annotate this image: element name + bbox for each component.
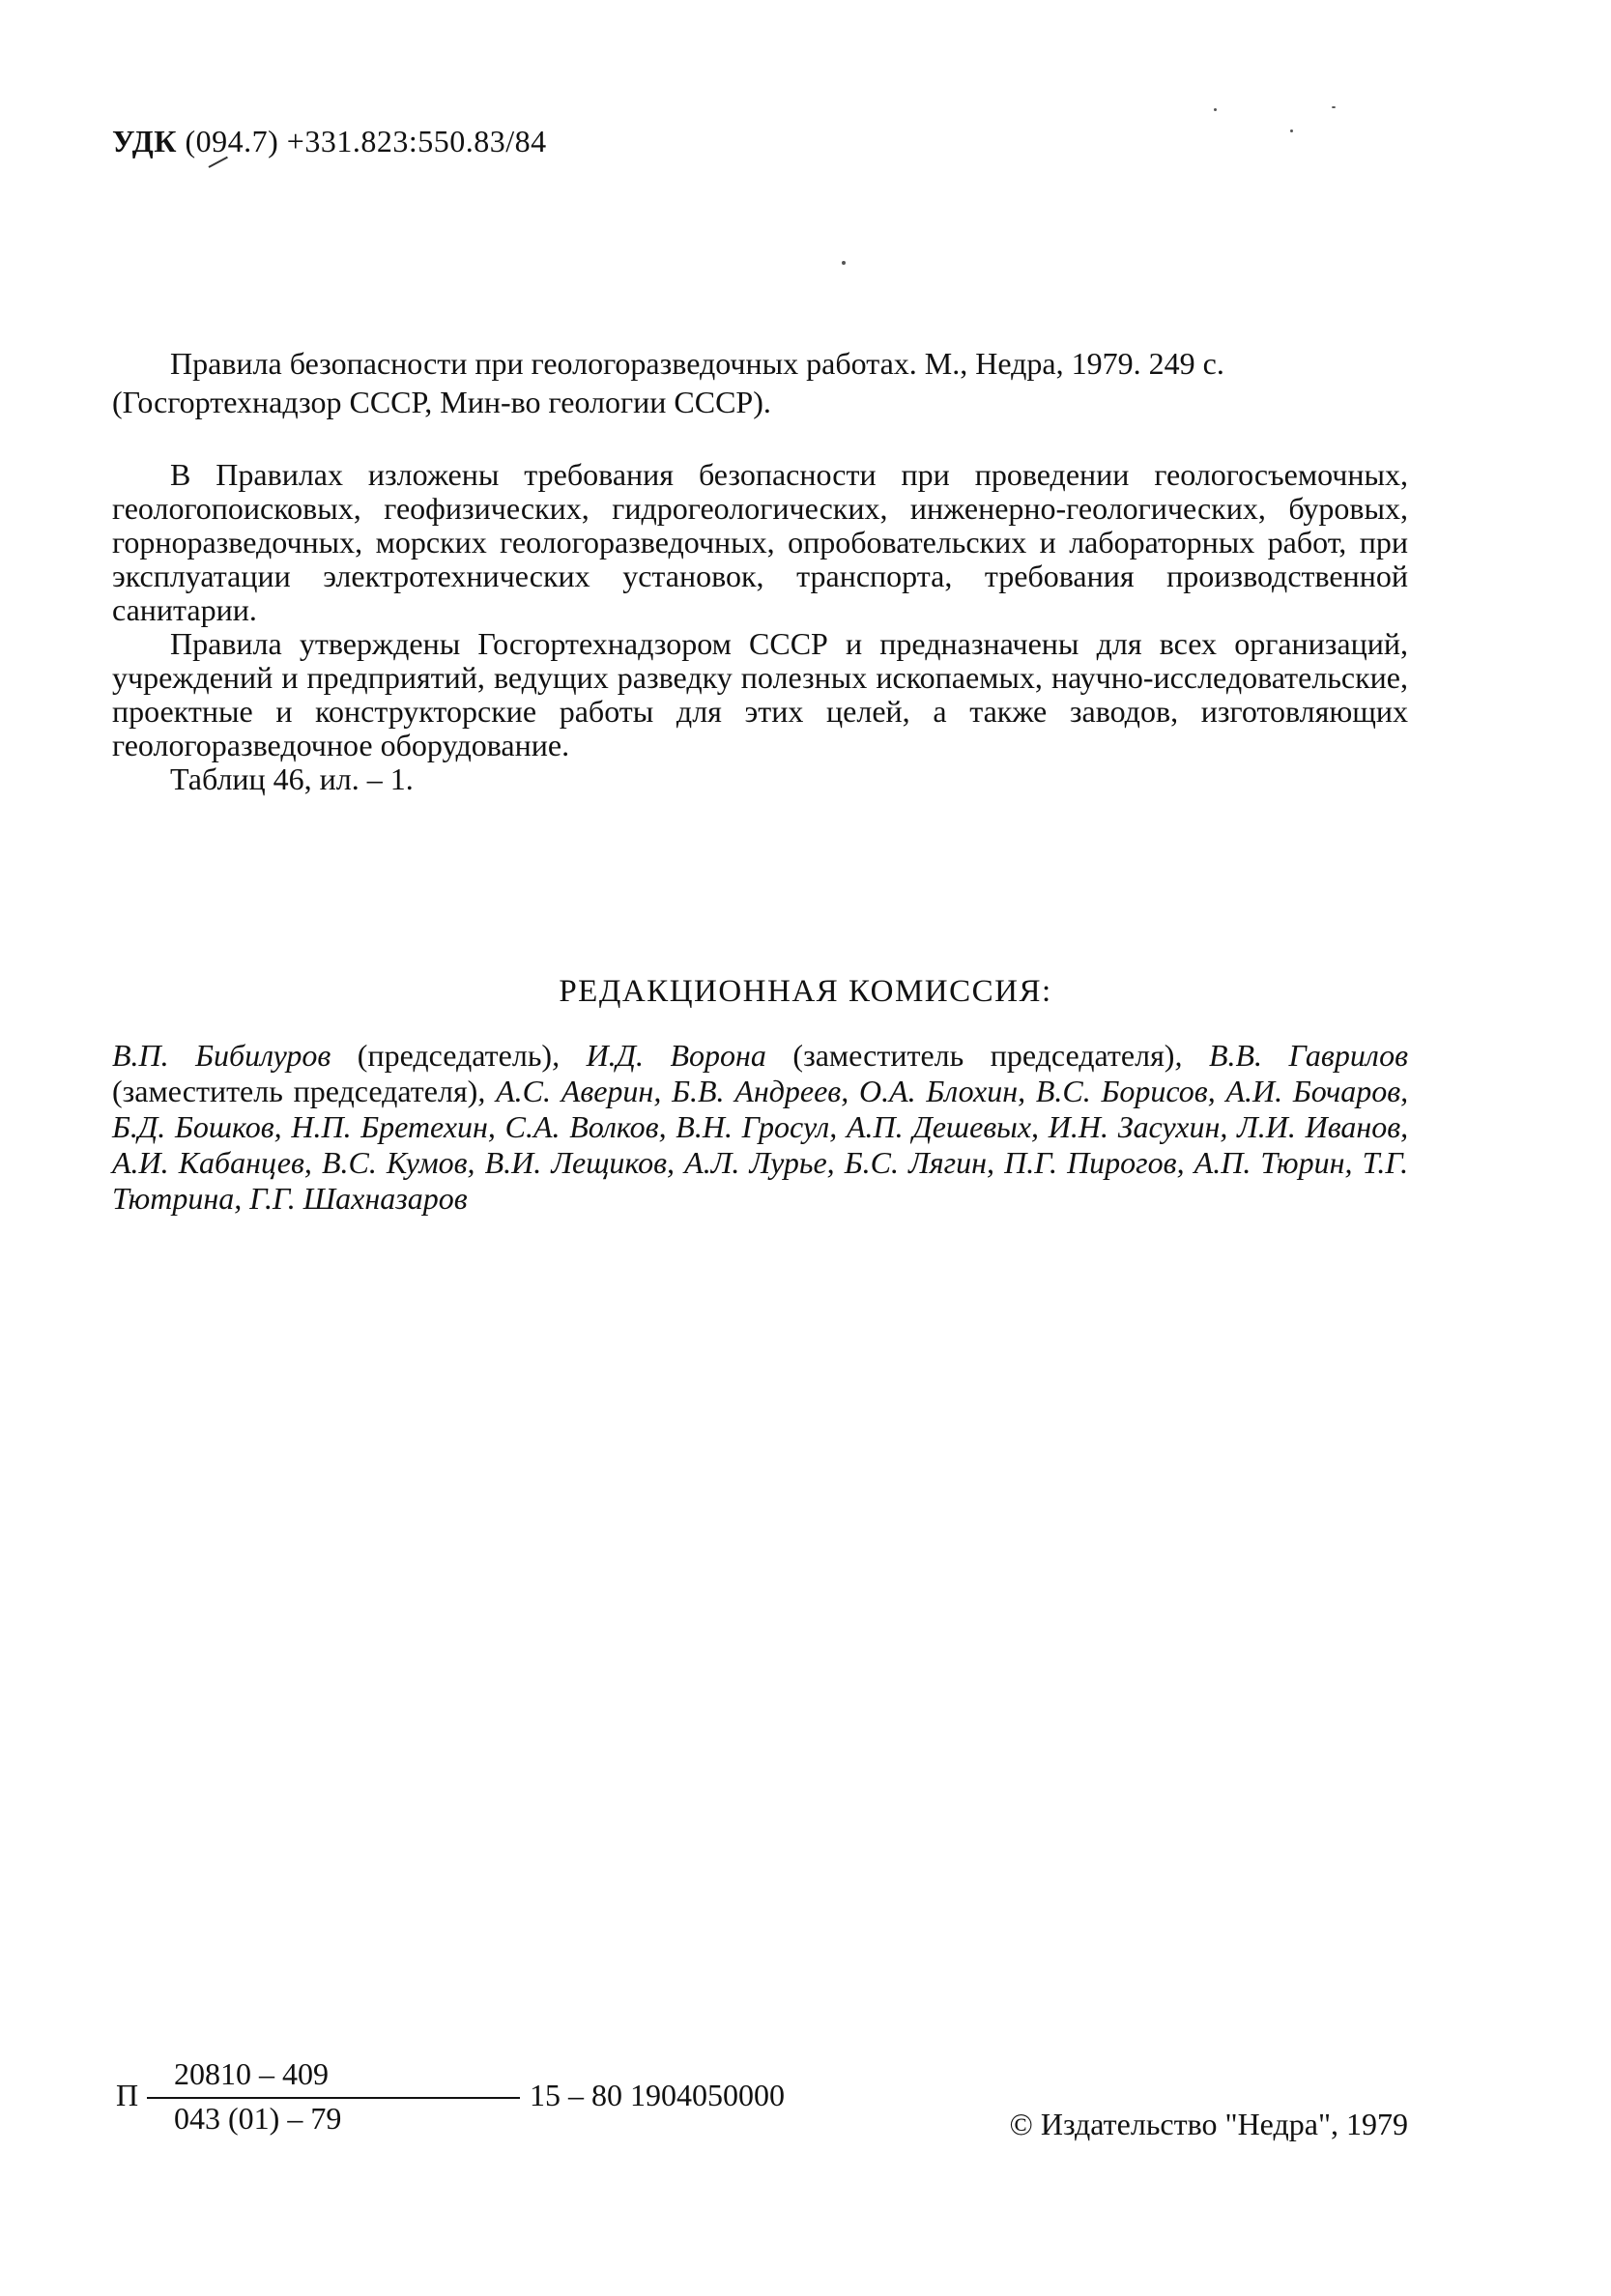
citation-line-1: Правила безопасности при геологоразведочных работах. М., Недра, 1979. 249 с. [170, 346, 1224, 381]
udk-number: (094.7) +331.823:550.83/84 [185, 124, 547, 158]
committee-member: В.С. Борисов [1035, 1074, 1208, 1108]
member-role: (председатель) [357, 1038, 553, 1073]
annotation-tables-count: Таблиц 46, ил. – 1. [170, 761, 414, 796]
fraction-line [147, 2097, 520, 2099]
committee-member: Б.Д. Бошков [112, 1109, 274, 1144]
citation-line-2: (Госгортехнадзор СССР, Мин-во геологии СССР). [112, 385, 771, 419]
copyright-notice: © Издательство "Недра", 1979 [1009, 2107, 1408, 2141]
committee-member: А.И. Кабанцев [112, 1145, 304, 1180]
committee-member: В.С. Кумов [321, 1145, 468, 1180]
annotation [112, 458, 1408, 796]
bibliographic-citation [112, 344, 1408, 421]
committee-member: Н.П. Бретехин [291, 1109, 488, 1144]
committee-member: Б.С. Лягин [844, 1145, 987, 1180]
committee-member: П.Г. Пирогов [1004, 1145, 1177, 1180]
committee-member: И.Д. Ворона [586, 1038, 766, 1073]
committee-heading: РЕДАКЦИОННАЯ КОМИССИЯ: [559, 974, 1052, 1009]
annotation-paragraph-2: Правила утверждены Госгортехнадзором СССР и предназначены для всех организаций, учреждений и предприятий, ведущих разведку полезных ископаемых, научно-исследовательские, проектные и конструкторские работы для этих целей, а также заводов, изготовляющих геологоразведочное оборудование. [112, 626, 1408, 762]
committee-member: Г.Г. Шахназаров [249, 1181, 468, 1216]
committee-member: С.А. Волков [504, 1109, 659, 1144]
committee-member: В.И. Лещиков [484, 1145, 668, 1180]
committee-member: В.П. Бибилуров [112, 1038, 331, 1073]
imprint-numerator: 20810 – 409 [174, 2056, 329, 2091]
committee-member: А.Л. Лурье [684, 1145, 827, 1180]
member-role: (заместитель председателя) [112, 1074, 478, 1108]
committee-member: А.С. Аверин [496, 1074, 654, 1108]
print-speck [1290, 129, 1293, 132]
committee-member: А.И. Бочаров [1225, 1074, 1401, 1108]
committee-members: В.П. Бибилуров (председатель), И.Д. Ворона (заместитель председателя), В.В. Гаврилов (заместитель председателя), А.С. Аверин, Б.В. Андреев, О.А. Блохин, В.С. Борисов, А.И. Бочаров, Б.Д. Бошков, Н.П. Бретехин, С.А. Волков, В.Н. Гросул, А.П. Дешевых, И.Н. Засухин, Л.И. Иванов, А.И. Кабанцев, В.С. Кумов, В.И. Лещиков, А.Л. Лурье, Б.С. Лягин, П.Г. Пирогов, А.П. Тюрин, Т.Г. Тютрина, Г.Г. Шахназаров [112, 1038, 1409, 1216]
committee-member: Б.В. Андреев [672, 1074, 842, 1108]
committee-member: В.Н. Гросул [676, 1109, 830, 1144]
committee-member: И.Н. Засухин [1048, 1109, 1221, 1144]
committee-member: В.В. Гаврилов [1208, 1038, 1409, 1073]
committee-member: А.П. Дешевых [846, 1109, 1032, 1144]
imprint-letter: П [116, 2078, 139, 2112]
imprint-denominator: 043 (01) – 79 [174, 2101, 342, 2136]
imprint-suffix: 15 – 80 1904050000 [530, 2078, 785, 2112]
print-speck [842, 261, 846, 265]
committee-member: Л.И. Иванов [1237, 1109, 1401, 1144]
print-speck [1332, 106, 1336, 108]
udk-label: УДК [112, 124, 177, 158]
publisher-imprint-code [116, 2056, 785, 2143]
udk-code [112, 124, 547, 159]
committee-member: О.А. Блохин [858, 1074, 1019, 1108]
committee-member: А.П. Тюрин [1194, 1145, 1345, 1180]
member-role: (заместитель председателя) [792, 1038, 1175, 1073]
print-speck [1214, 108, 1217, 111]
annotation-paragraph-1: В Правилах изложены требования безопасности при проведении геологосъемочных, геологопоисковых, геофизических, гидрогеологических, инженерно-геологических, буровых, горноразведочных, морских геологоразведочных, опробовательских и лабораторных работ, при эксплуатации электротехнических установок, транспорта, требования производственной санитарии. [112, 457, 1408, 627]
committee-member: Т.Г. Тютрина [112, 1145, 1409, 1216]
